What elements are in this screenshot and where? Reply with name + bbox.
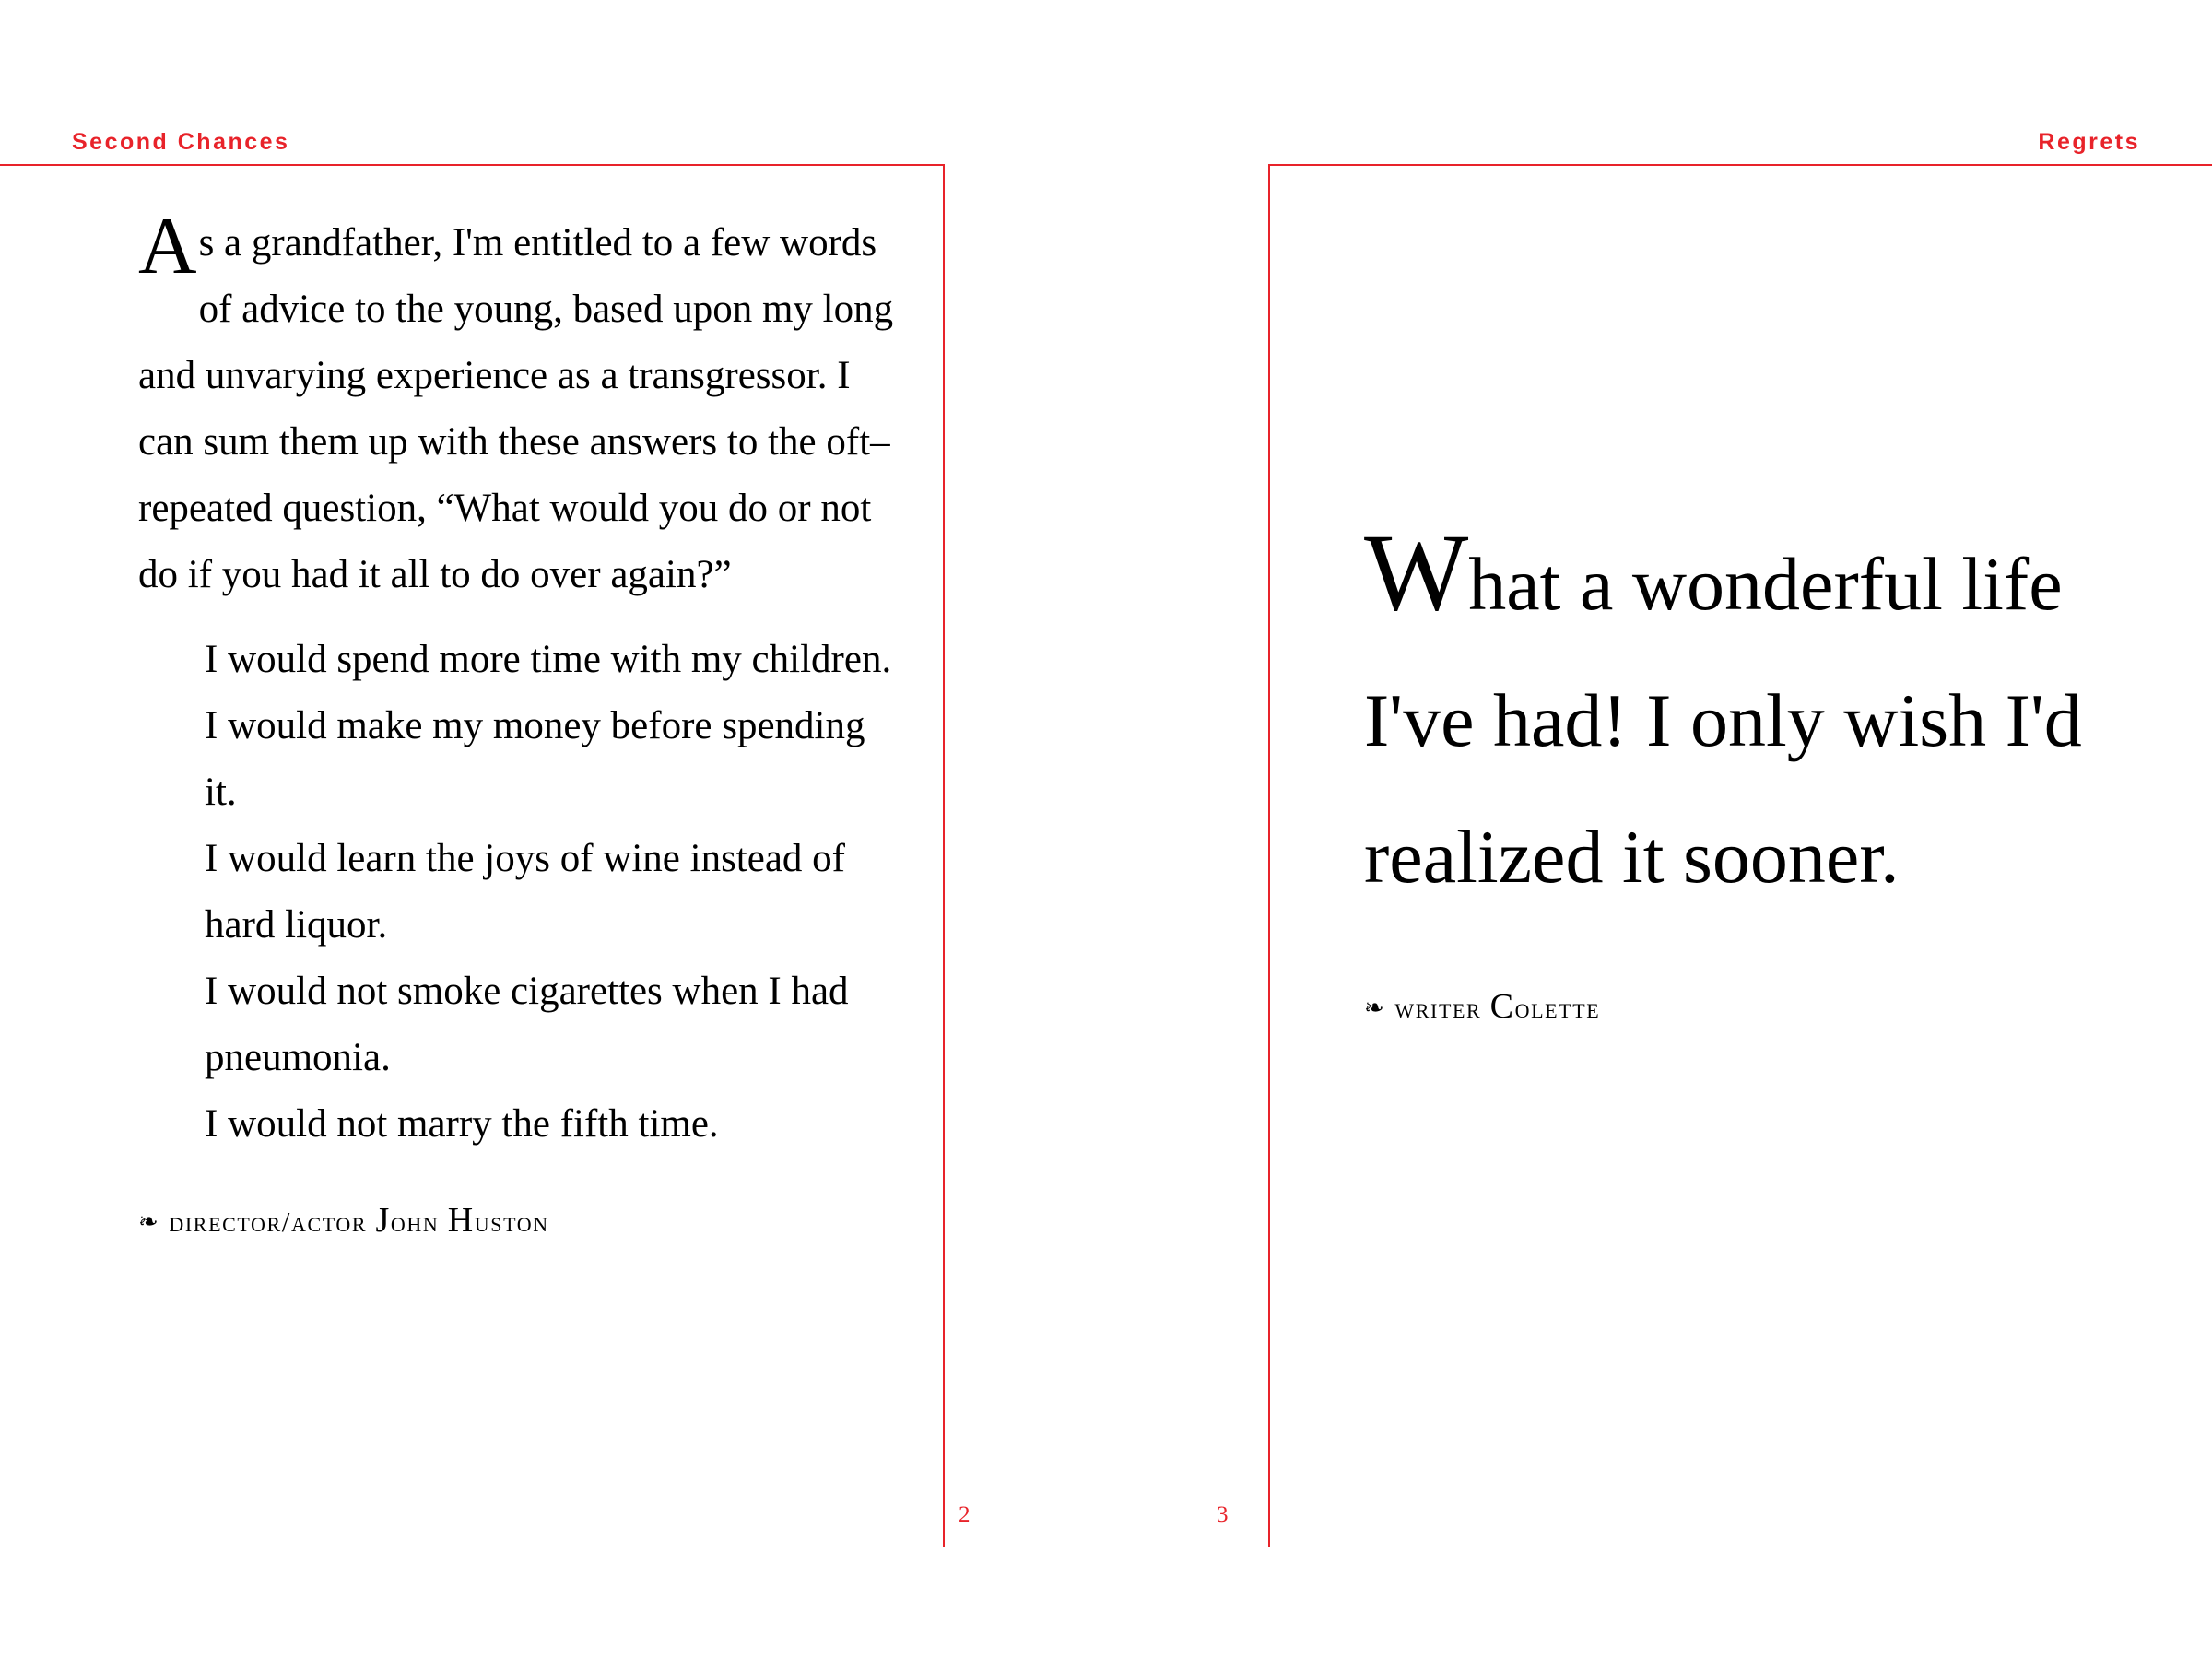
right-page-quote bbox=[1364, 511, 2129, 1027]
florette-icon: ❧ bbox=[1364, 994, 1386, 1021]
attribution-name-rest: ohn bbox=[390, 1206, 448, 1238]
list-item: I would learn the joys of wine instead of hard liquor. bbox=[205, 837, 845, 947]
drop-cap-right: W bbox=[1364, 511, 1469, 633]
quote-paragraph bbox=[1364, 511, 2129, 925]
list-item: I would make my money before spending it. bbox=[205, 704, 865, 814]
list-item: I would spend more time with my children. bbox=[205, 638, 892, 681]
left-page-body bbox=[138, 202, 903, 1241]
right-page bbox=[1106, 0, 2212, 1659]
margin-rule-right bbox=[1268, 164, 1270, 1547]
lead-paragraph bbox=[138, 202, 903, 608]
attribution-name-rest: olette bbox=[1514, 992, 1601, 1024]
attribution-right bbox=[1364, 986, 2129, 1027]
margin-rule-left bbox=[943, 164, 945, 1547]
attribution-name-initial: C bbox=[1489, 987, 1515, 1026]
attribution-left bbox=[138, 1200, 903, 1241]
attribution-role: director/actor bbox=[169, 1206, 376, 1238]
attribution-role: writer bbox=[1394, 992, 1490, 1024]
folio-right: 3 bbox=[1217, 1502, 1229, 1527]
advice-list bbox=[138, 627, 903, 1158]
attribution-surname-rest: uston bbox=[474, 1206, 549, 1238]
attribution-name-initial: J bbox=[375, 1201, 391, 1240]
quote-text: hat a wonderful life I've had! I only wish I'd realized it sooner. bbox=[1364, 542, 2082, 899]
florette-icon: ❧ bbox=[138, 1208, 160, 1235]
header-rule-right bbox=[1270, 164, 2212, 166]
list-item: I would not smoke cigarettes when I had pneumonia. bbox=[205, 970, 849, 1079]
lead-paragraph-text: s a grandfather, I'm entitled to a few words of advice to the young, based upon my long and unvarying experience as a transgressor. I can sum them up with these answers to the oft–repeated question, “What would you do or not do if you had it all to do over again?” bbox=[138, 221, 894, 596]
running-head-left: Second Chances bbox=[72, 129, 290, 155]
list-item: I would not marry the fifth time. bbox=[205, 1102, 719, 1146]
drop-cap-left: A bbox=[138, 202, 197, 291]
running-head-right: Regrets bbox=[2038, 129, 2140, 155]
attribution-surname-initial: H bbox=[447, 1201, 475, 1240]
header-rule-left bbox=[0, 164, 945, 166]
folio-left: 2 bbox=[959, 1502, 971, 1527]
